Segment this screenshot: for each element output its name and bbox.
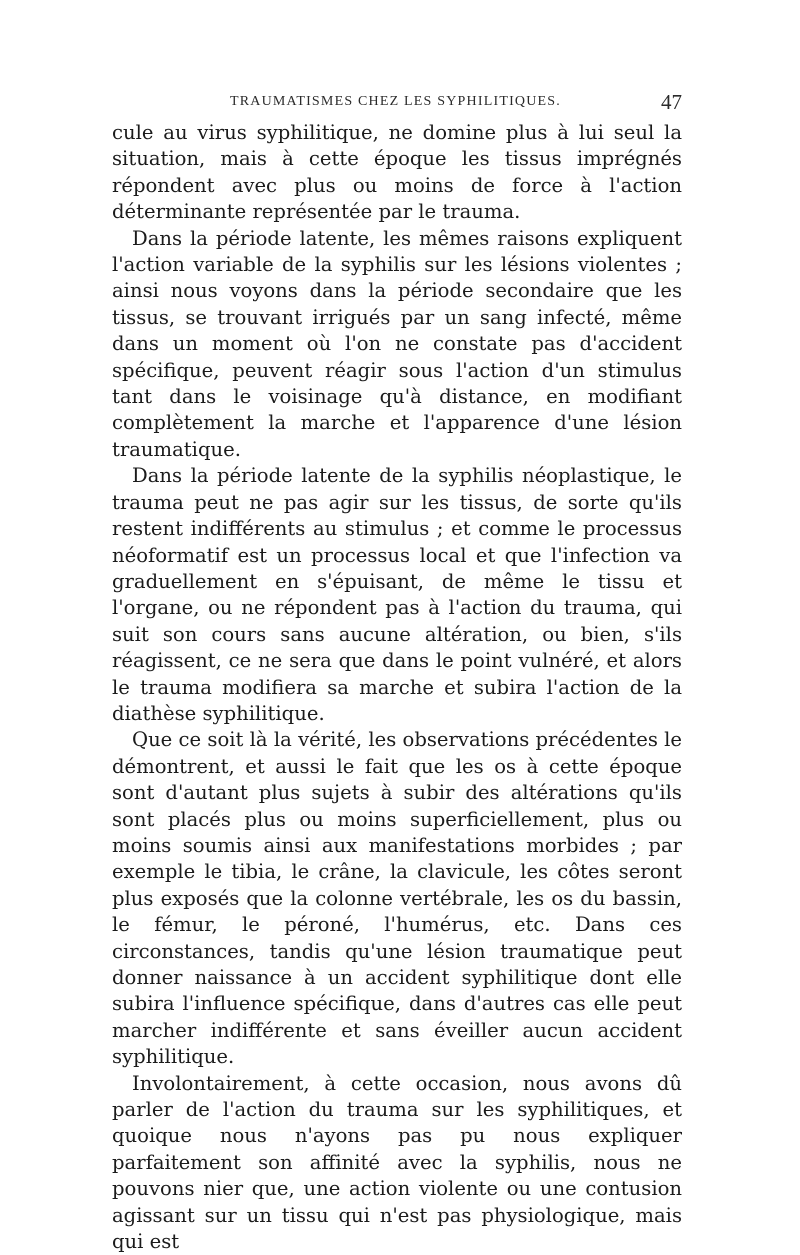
paragraph: Dans la période latente, les mêmes raisons expliquent l'action variable de la syphilis sur les lésions violentes ; ainsi nous voyons dans la période secondaire que les tissus, se trouvant irrigués par un sang infecté, même dans un moment où l'on ne constate pas d'accident spécifique, peuvent réagir sous l'action d'un stimulus tant dans le voisinage qu'à distance, en modifiant complètement la marche et l'apparence d'une lésion traumatique. — [112, 226, 682, 461]
paragraph: Involontairement, à cette occasion, nous avons dû parler de l'action du trauma sur les syphilitiques, et quoique nous n'ayons pas pu nous expliquer parfaitement son affinité avec la syphilis, nous ne pouvons nier que, une action violente ou une contusion agissant sur un tissu qui n'est pas physiologique, mais qui est — [112, 1071, 682, 1254]
book-page — [112, 92, 682, 1255]
running-head — [112, 92, 682, 120]
paragraph: Dans la période latente de la syphilis néoplastique, le trauma peut ne pas agir sur les tissus, de sorte qu'ils restent indifférents au stimulus ; et comme le processus néoformatif est un processus local et que l'infection va graduellement en s'épuisant, de même le tissu et l'organe, ou ne répondent pas à l'action du trauma, qui suit son cours sans aucune altération, ou bien, s'ils réagissent, ce ne sera que dans le point vulnéré, et alors le trauma modifiera sa marche et subira l'action de la diathèse syphilitique. — [112, 464, 682, 725]
running-title: TRAUMATISMES CHEZ LES SYPHILITIQUES. — [230, 94, 561, 109]
paragraph: Que ce soit là la vérité, les observations précédentes le démontrent, et aussi le fait que les os à cette époque sont d'autant plus sujets à subir des altérations qu'ils sont placés plus ou moins superficiellement, plus ou moins soumis ainsi aux manifestations morbides ; par exemple le tibia, le crâne, la clavicule, les côtes seront plus exposés que la colonne vertébrale, les os du bassin, le fémur, le péroné, l'humérus, etc. Dans ces circonstances, tandis qu'une lésion traumatique peut donner naissance à un accident syphilitique dont elle subira l'influence spécifique, dans d'autres cas elle peut marcher indifférente et sans éveiller aucun accident syphilitique. — [112, 728, 682, 1069]
body-text — [112, 120, 682, 1255]
page-number: 47 — [661, 90, 682, 114]
paragraph-continuation: cule au virus syphilitique, ne domine plus à lui seul la situation, mais à cette époque les tissus imprégnés répondent avec plus ou moins de force à l'action déterminante représentée par le trauma. — [112, 121, 682, 224]
